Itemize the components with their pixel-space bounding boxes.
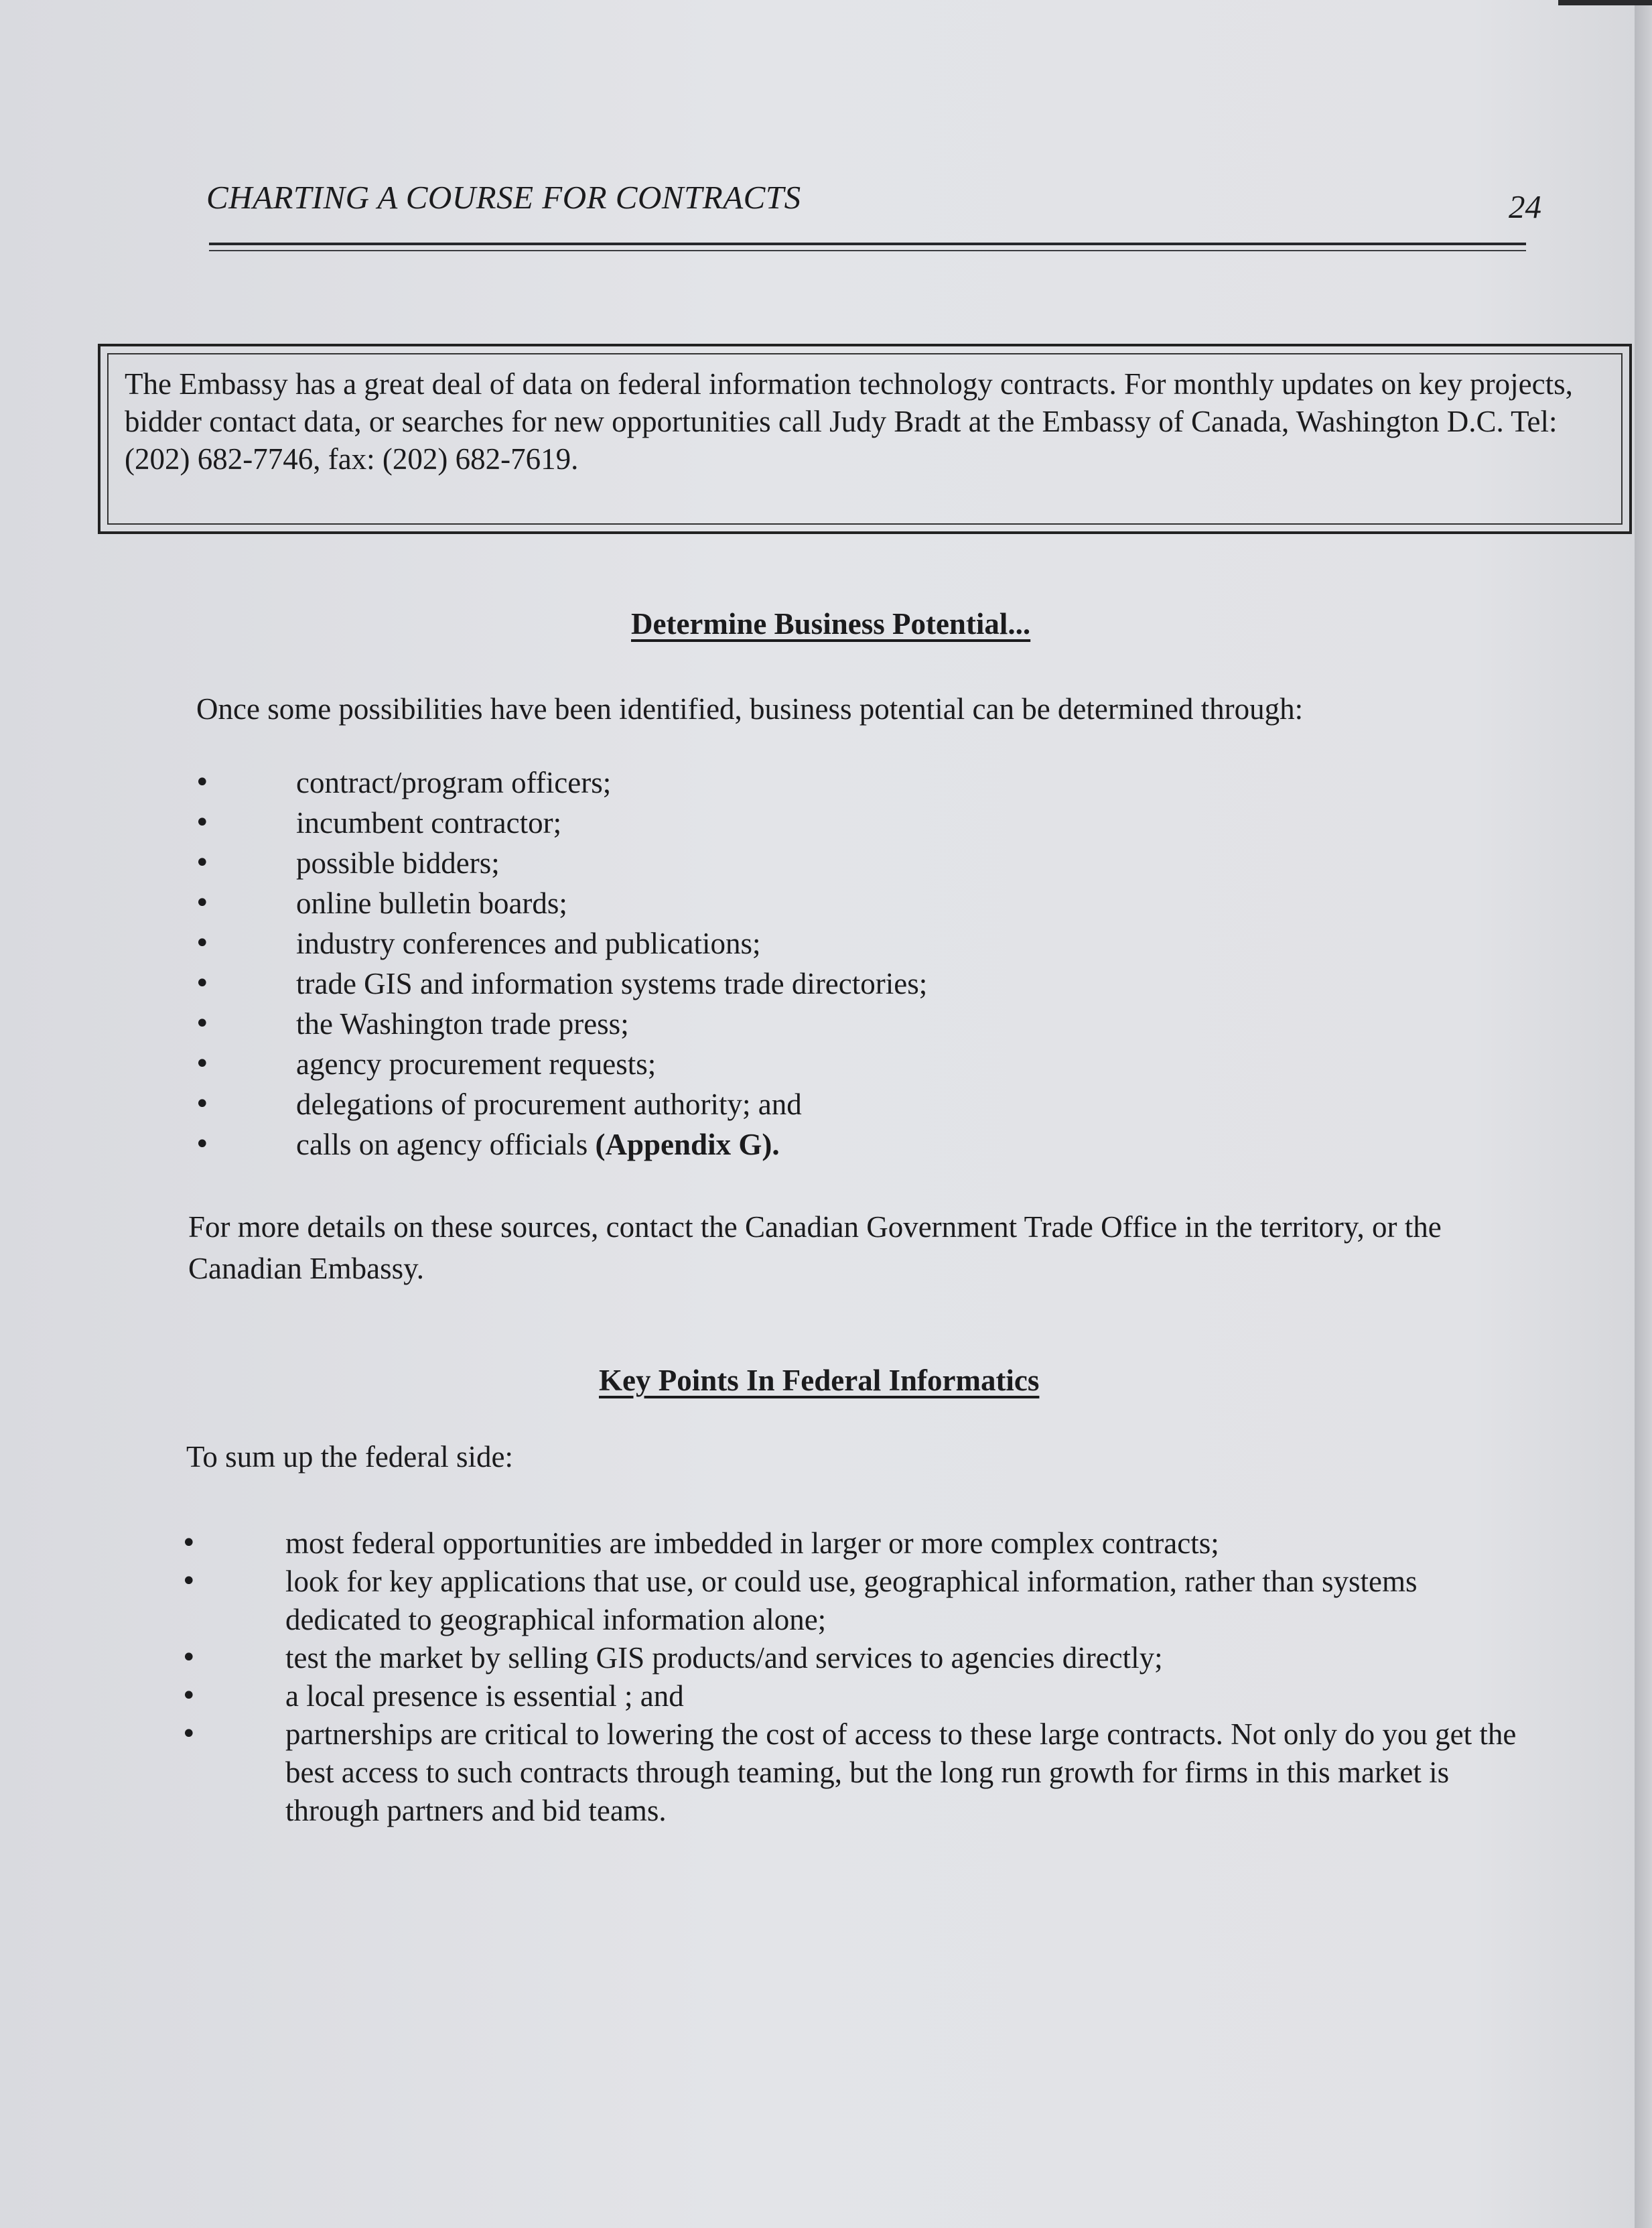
list-item-text: trade GIS and information systems trade directories; bbox=[296, 967, 928, 1000]
page-number: 24 bbox=[1509, 188, 1541, 225]
page-edge bbox=[1635, 0, 1652, 2228]
list-item bbox=[194, 843, 1467, 883]
list-item-text: calls on agency officials bbox=[296, 1128, 588, 1161]
list-item-text: most federal opportunities are imbedded in larger or more complex contracts; bbox=[285, 1526, 1219, 1560]
list-item bbox=[181, 1563, 1527, 1639]
list-item bbox=[194, 1004, 1467, 1044]
bullet-icon: • bbox=[194, 1089, 210, 1120]
appendix-reference: (Appendix G). bbox=[595, 1128, 780, 1161]
scan-corner-mark bbox=[1558, 0, 1652, 5]
list-item-text: delegations of procurement authority; and bbox=[296, 1088, 802, 1121]
list-item-text: online bulletin boards; bbox=[296, 887, 567, 920]
bullet-icon: • bbox=[181, 1719, 197, 1750]
bullet-icon: • bbox=[194, 767, 210, 798]
list-item-text: industry conferences and publications; bbox=[296, 927, 761, 960]
list-item bbox=[181, 1715, 1527, 1830]
list-item bbox=[194, 763, 1467, 803]
list-item-text: agency procurement requests; bbox=[296, 1047, 657, 1081]
list-item bbox=[194, 923, 1467, 964]
list-item-text: possible bidders; bbox=[296, 846, 500, 880]
header-rule-thick bbox=[209, 243, 1526, 245]
header-rule-thin bbox=[209, 250, 1526, 251]
list-item-text: partnerships are critical to lowering the cost of access to these large contracts. Not only do you get the best access to such contracts through teaming, but the long run growth for firms in this market is through partners and bid teams. bbox=[285, 1717, 1517, 1827]
more-details-text: For more details on these sources, contact the Canadian Government Trade Office in the territory, or the Canadian Embassy. bbox=[188, 1210, 1442, 1285]
bullet-icon: • bbox=[181, 1566, 197, 1597]
list-item-text: contract/program officers; bbox=[296, 766, 612, 799]
business-potential-intro: Once some possibilities have been identified, business potential can be determined through: bbox=[196, 692, 1304, 726]
list-item bbox=[194, 964, 1467, 1004]
list-item-text: the Washington trade press; bbox=[296, 1007, 629, 1041]
bullet-icon: • bbox=[194, 1049, 210, 1079]
bullet-icon: • bbox=[194, 848, 210, 878]
business-potential-list bbox=[194, 763, 1467, 1165]
list-item bbox=[194, 1044, 1467, 1084]
list-item bbox=[181, 1524, 1527, 1563]
list-item bbox=[181, 1677, 1527, 1715]
list-item bbox=[194, 803, 1467, 843]
list-item bbox=[194, 883, 1467, 923]
key-points-list bbox=[181, 1524, 1527, 1830]
notice-text: The Embassy has a great deal of data on federal information technology contracts. For monthly updates on key projects, bidder contact data, or searches for new opportunities call Judy Bradt at the Embassy of Canada, Washington D.C. Tel: (202) 682-7746, fax: (202) 682-7619. bbox=[125, 367, 1573, 476]
list-item-text: a local presence is essential ; and bbox=[285, 1679, 684, 1713]
heading-business-potential: Determine Business Potential... bbox=[631, 607, 1031, 641]
bullet-icon: • bbox=[194, 1008, 210, 1039]
bullet-icon: • bbox=[194, 1129, 210, 1160]
key-points-intro: To sum up the federal side: bbox=[186, 1440, 513, 1473]
list-item-text: look for key applications that use, or could use, geographical information, rather than systems dedicated to geographical information alone; bbox=[285, 1565, 1418, 1636]
heading-key-points: Key Points In Federal Informatics bbox=[599, 1364, 1040, 1397]
list-item bbox=[194, 1124, 1467, 1165]
list-item bbox=[181, 1639, 1527, 1677]
bullet-icon: • bbox=[181, 1642, 197, 1673]
bullet-icon: • bbox=[194, 968, 210, 999]
bullet-icon: • bbox=[194, 807, 210, 838]
list-item-text: test the market by selling GIS products/and services to agencies directly; bbox=[285, 1641, 1163, 1675]
list-item bbox=[194, 1084, 1467, 1124]
bullet-icon: • bbox=[194, 928, 210, 959]
bullet-icon: • bbox=[194, 888, 210, 919]
list-item-text: incumbent contractor; bbox=[296, 806, 562, 840]
running-head: CHARTING A COURSE FOR CONTRACTS bbox=[206, 179, 801, 216]
bullet-icon: • bbox=[181, 1681, 197, 1711]
bullet-icon: • bbox=[181, 1528, 197, 1559]
